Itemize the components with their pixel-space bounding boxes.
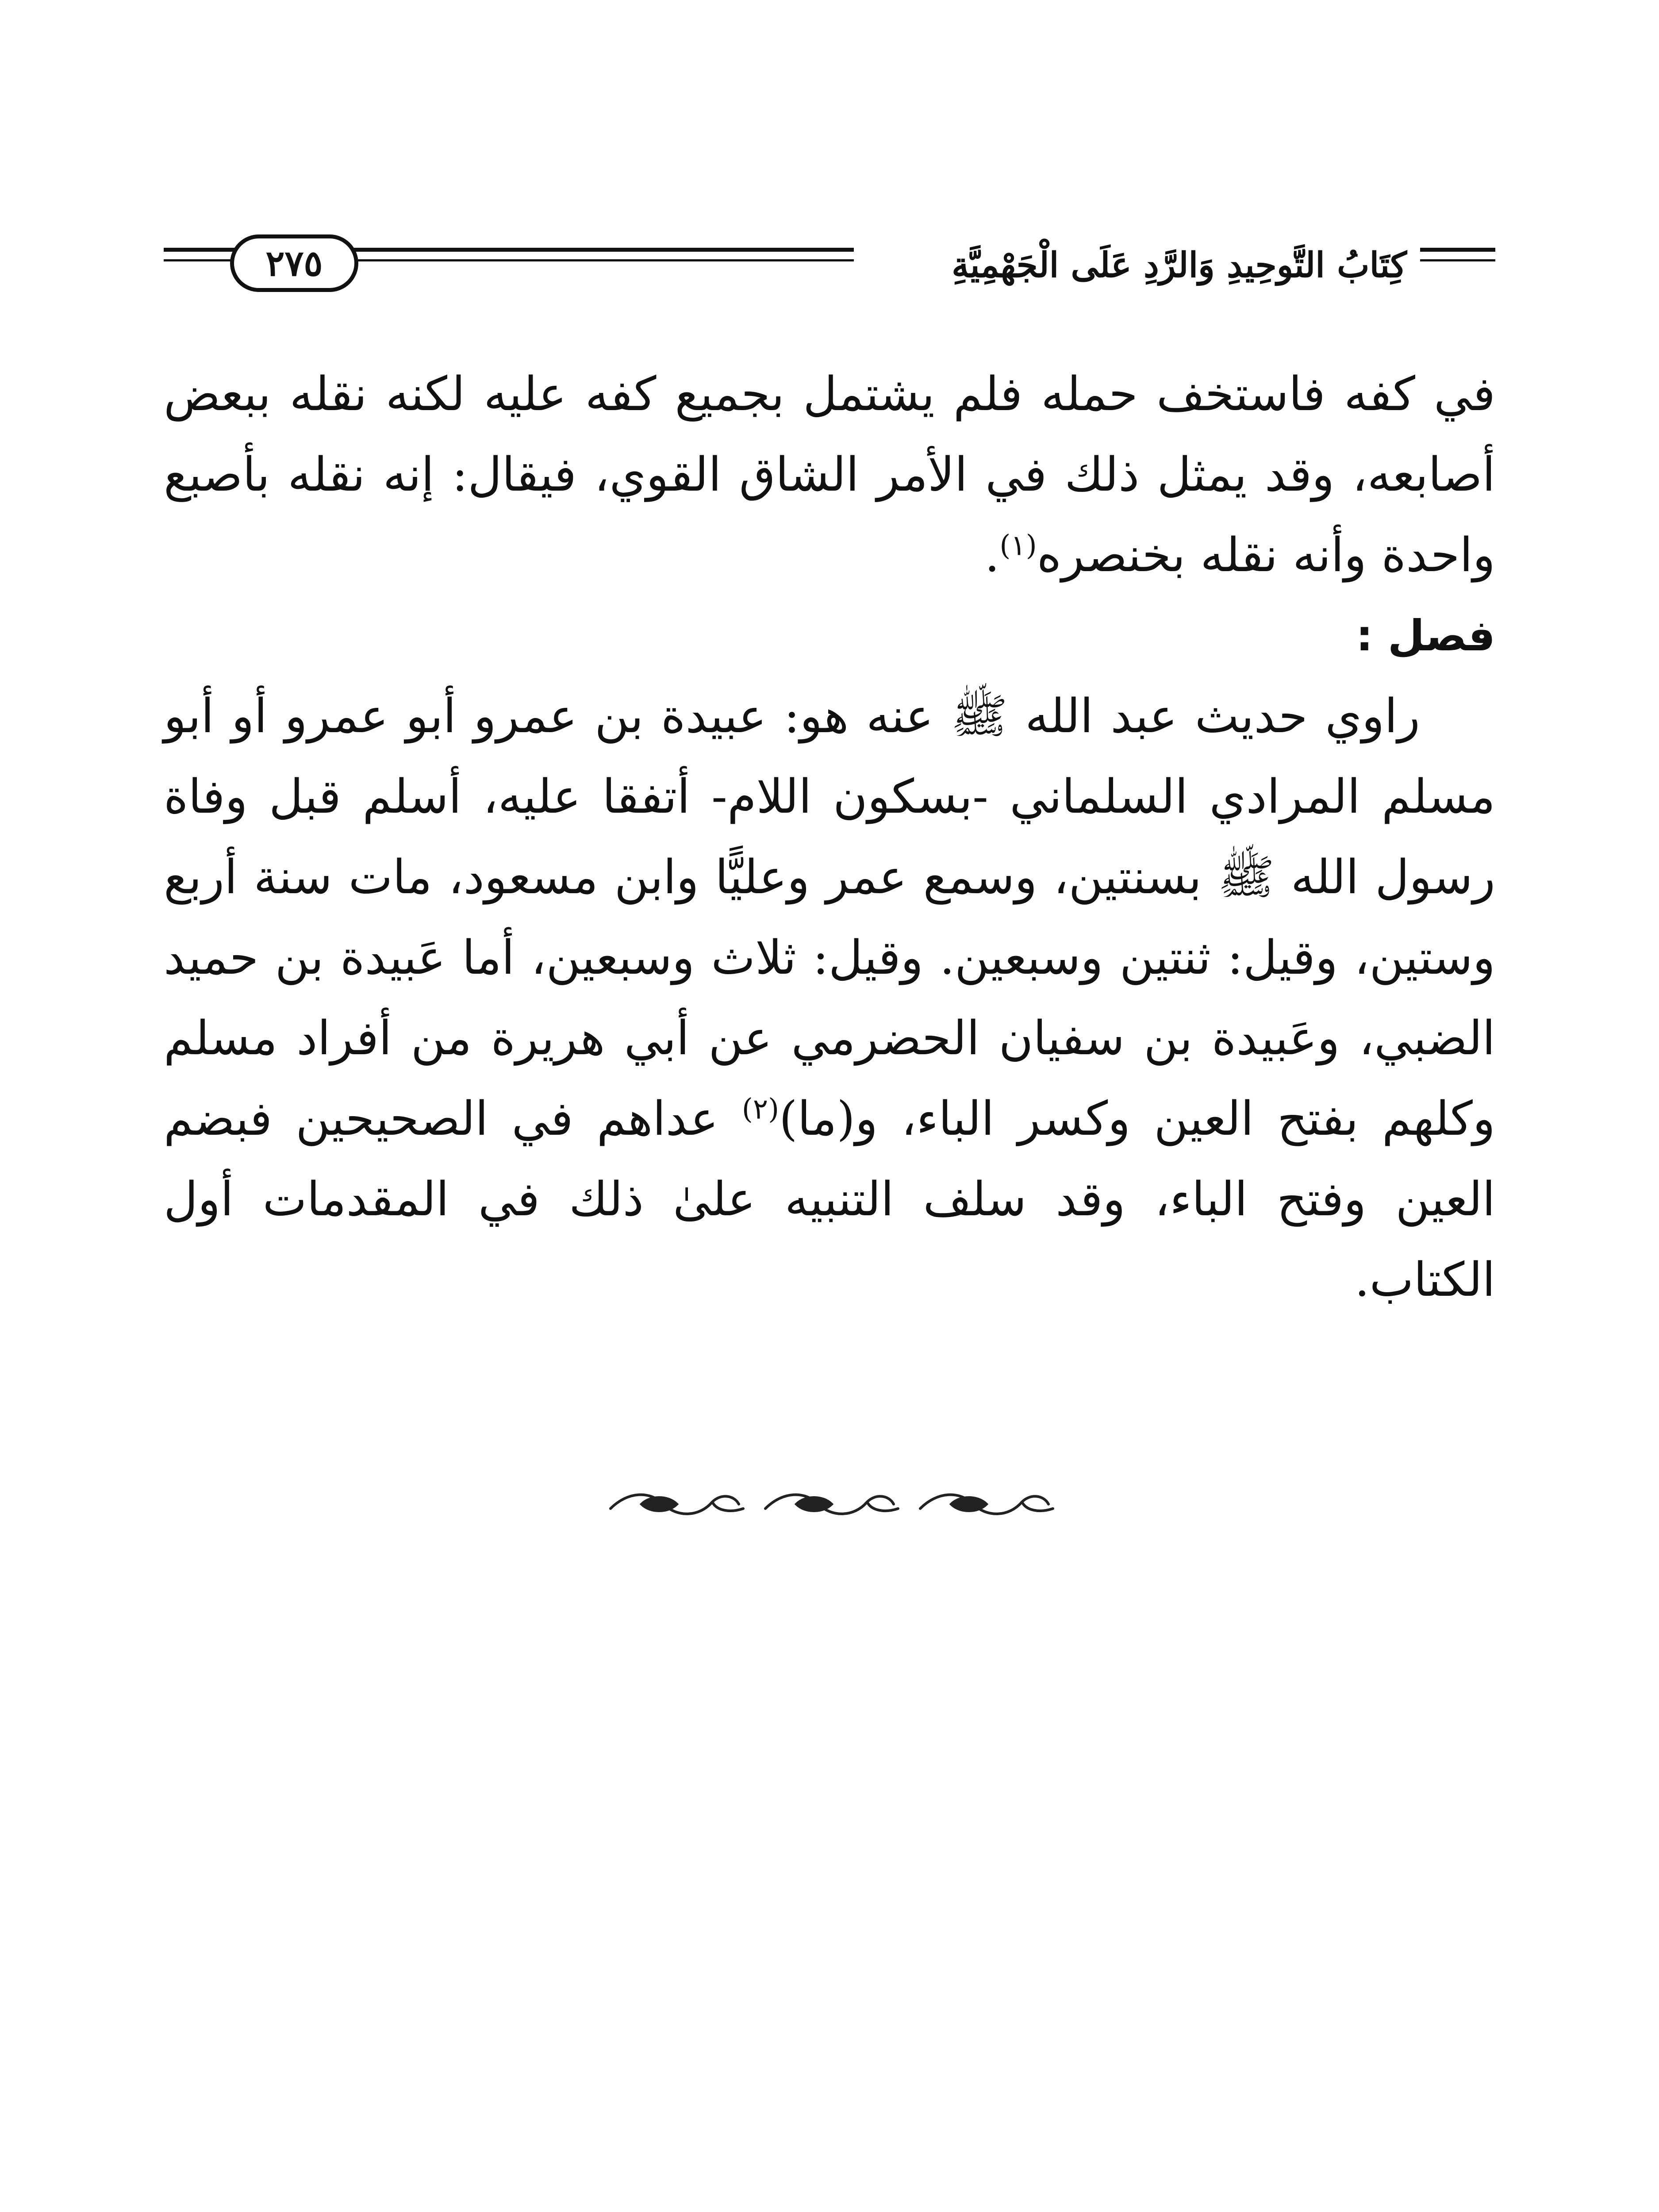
header-rule-middle-bottom <box>354 259 854 261</box>
section-end-ornament-icon <box>602 1478 1062 1531</box>
paragraph-2-text-a: راوي حديث عبد الله ﷺ عنه هو: عبيدة بن عمرو أبو عمرو أو أبو مسلم المرادي السلماني -بسكون اللام- أتفقا عليه، أسلم قبل وفاة رسول الله ﷺ بسنتين، وسمع عمر وعليًّا وابن مسعود، مات سنة أربع وستين، وقيل: ثنتين وسبعين. وقيل: ثلاث وسبعين، أما عَبيدة بن حميد الضبي، وعَبيدة بن سفيان الحضرمي عن أبي هريرة من أفراد مسلم وكلهم بفتح العين وكسر الباء، و(ما) <box>164 689 1495 1146</box>
page-number-badge: ٢٧٥ <box>230 234 358 292</box>
paragraph-1-end: . <box>984 528 1000 582</box>
paragraph-2-text-b: عداهم في الصحيحين فبضم العين وفتح الباء، وقد سلف التنبيه علىٰ ذلك في المقدمات أول الكتاب. <box>164 1091 1495 1307</box>
footnote-ref-2: (٢) <box>741 1093 780 1126</box>
section-heading: فصل : <box>1356 611 1495 661</box>
header-rule-left-top <box>164 248 234 252</box>
running-header <box>164 221 1495 314</box>
header-rule-middle-top <box>354 248 854 252</box>
paragraph-1-text: في كفه فاستخف حمله فلم يشتمل بجميع كفه عليه لكنه نقله ببعض أصابعه، وقد يمثل ذلك في الأمر الشاق القوي، فيقال: إنه نقله بأصبع واحدة وأنه نقله بخنصره <box>164 367 1495 582</box>
header-rule-left-bottom <box>164 259 234 261</box>
header-rule-right-top <box>1420 248 1495 252</box>
main-text <box>164 354 1495 1320</box>
footnote-ref-1: (١) <box>999 529 1037 562</box>
book-title: كِتَابُ التَّوحِيدِ وَالرَّدِ عَلَى الْجَهْمِيَّةِ <box>952 245 1407 285</box>
header-rule-right-bottom <box>1420 259 1495 261</box>
paragraph-continued <box>164 354 1495 595</box>
paragraph-narrator <box>164 676 1495 1320</box>
